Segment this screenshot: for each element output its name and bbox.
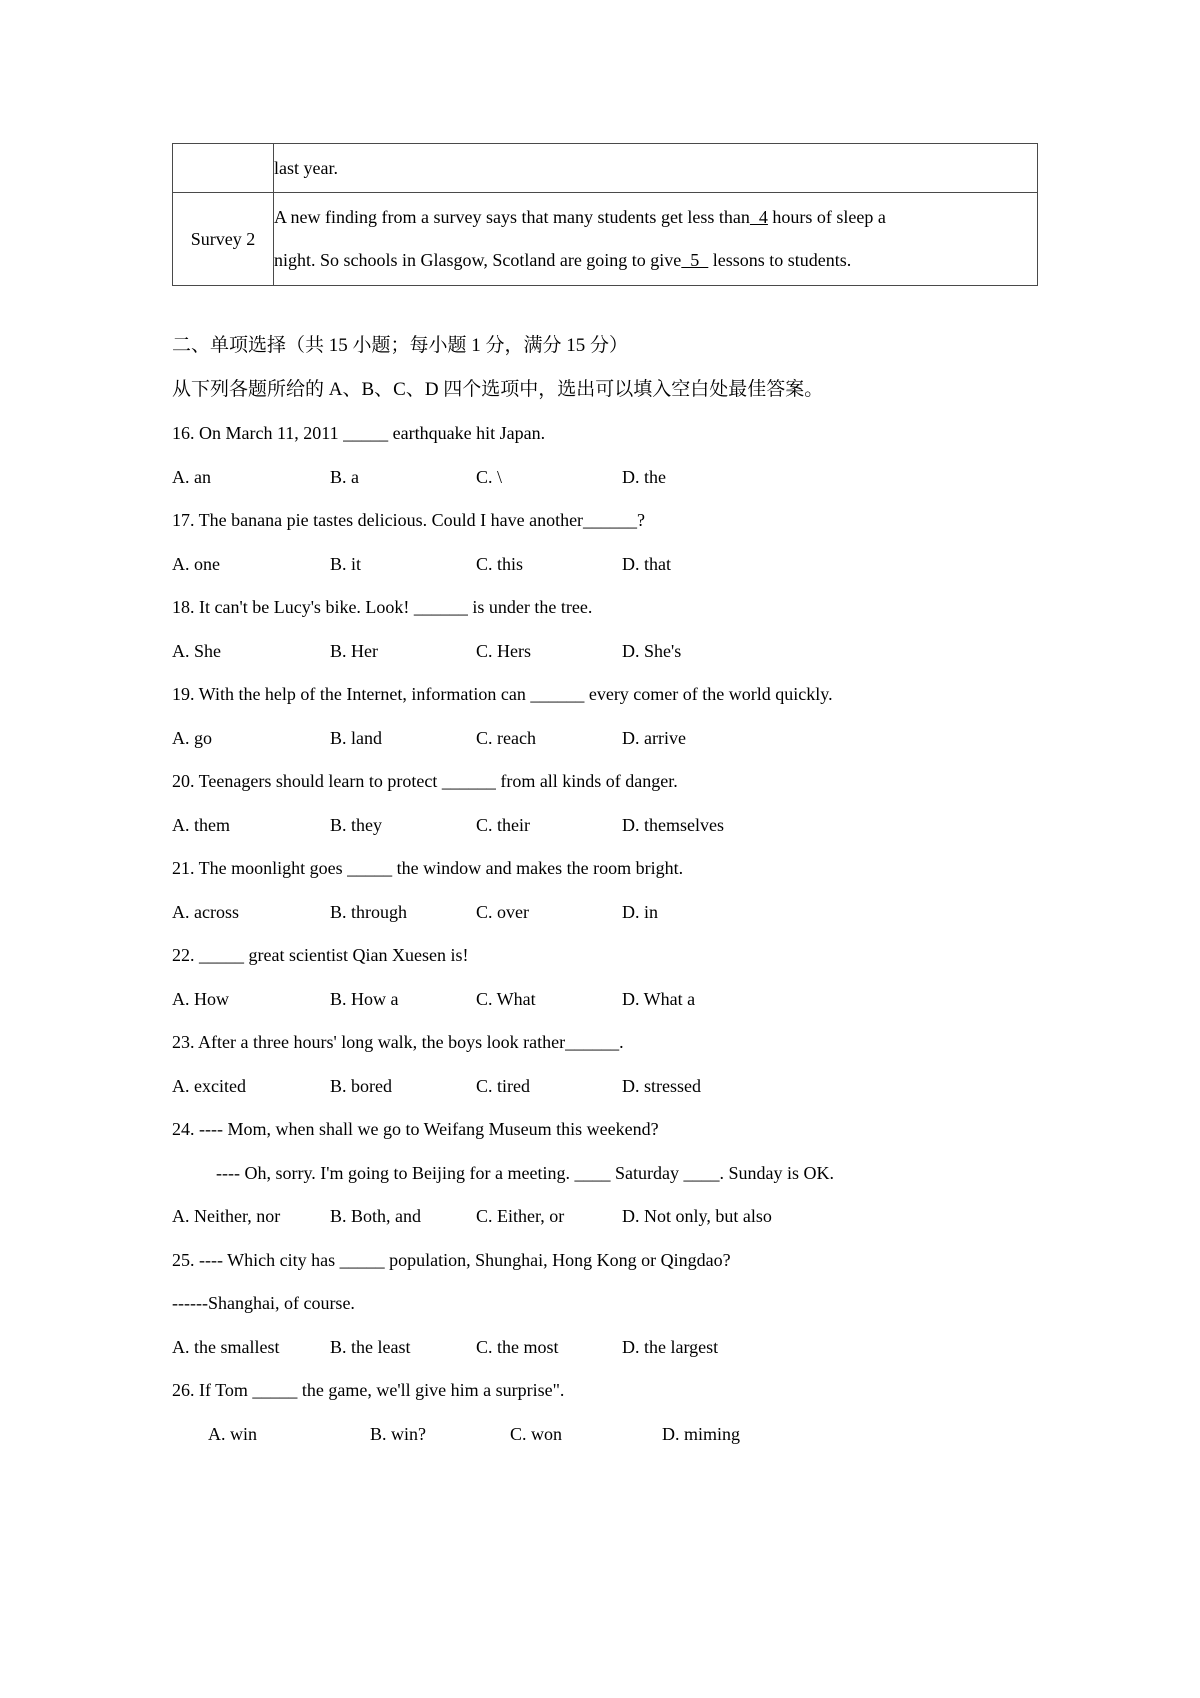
question-stem: 22. _____ great scientist Qian Xuesen is! bbox=[172, 945, 469, 965]
option-a: A. Neither, nor bbox=[172, 1206, 281, 1226]
option-a: A. across bbox=[172, 901, 239, 922]
option-a: A. an bbox=[172, 466, 211, 487]
question-options bbox=[172, 717, 1072, 761]
question-stem: 16. On March 11, 2011 _____ earthquake hit Japan. bbox=[172, 423, 546, 443]
exam-page bbox=[172, 143, 1072, 1456]
question-stem: 20. Teenagers should learn to protect ______ from all kinds of danger. bbox=[172, 771, 678, 791]
option-b: B. win? bbox=[370, 1423, 426, 1444]
question-options bbox=[172, 1195, 1072, 1239]
option-a: A. the smallest bbox=[172, 1336, 280, 1357]
question-options bbox=[172, 456, 1072, 500]
survey-2-seg: hours of sleep a bbox=[767, 207, 886, 227]
question-24 bbox=[172, 1108, 1072, 1239]
question-stem-reply: ---- Oh, sorry. I'm going to Beijing for a meeting. ____ Saturday ____. Sunday is OK. bbox=[216, 1162, 834, 1183]
option-d: D. stressed bbox=[622, 1075, 701, 1096]
survey-2-label: Survey 2 bbox=[173, 193, 274, 286]
survey-label-cell-empty bbox=[173, 144, 274, 193]
question-18 bbox=[172, 586, 1072, 673]
survey-2-seg: lessons to students. bbox=[708, 250, 852, 270]
option-c: C. their bbox=[476, 814, 530, 835]
question-options bbox=[172, 630, 1072, 674]
question-options bbox=[172, 978, 1072, 1022]
survey-continuation-cell bbox=[274, 144, 1038, 193]
option-c: C. \ bbox=[476, 466, 503, 487]
option-a: A. them bbox=[172, 814, 230, 835]
section-heading: 二、单项选择（共 15 小题；每小题 1 分，满分 15 分） bbox=[172, 335, 629, 356]
option-c: C. the most bbox=[476, 1336, 559, 1357]
survey-table bbox=[172, 143, 1038, 286]
option-b: B. land bbox=[330, 727, 382, 748]
question-options bbox=[172, 1065, 1072, 1109]
option-d: D. themselves bbox=[622, 814, 724, 835]
blank-answer-4: 4 bbox=[749, 207, 768, 227]
question-stem: 24. ---- Mom, when shall we go to Weifang Museum this weekend? bbox=[172, 1119, 659, 1139]
question-options bbox=[172, 543, 1072, 587]
option-b: B. a bbox=[330, 466, 359, 487]
option-a: A. How bbox=[172, 988, 229, 1009]
option-c: C. this bbox=[476, 553, 524, 574]
option-d: D. arrive bbox=[622, 727, 686, 748]
option-d: D. miming bbox=[662, 1423, 741, 1444]
question-26 bbox=[172, 1369, 1072, 1456]
survey-row-2 bbox=[173, 193, 1038, 286]
question-stem: 19. With the help of the Internet, information can ______ every comer of the world quickly. bbox=[172, 684, 833, 704]
question-21 bbox=[172, 847, 1072, 934]
option-a: A. excited bbox=[172, 1075, 246, 1096]
option-b: B. they bbox=[330, 814, 382, 835]
option-b: B. through bbox=[330, 901, 408, 922]
question-stem: 17. The banana pie tastes delicious. Could I have another______? bbox=[172, 510, 646, 530]
option-a: A. win bbox=[208, 1423, 257, 1444]
question-22 bbox=[172, 934, 1072, 1021]
option-a: A. She bbox=[172, 640, 221, 661]
question-20 bbox=[172, 760, 1072, 847]
option-b: B. the least bbox=[330, 1336, 411, 1357]
option-d: D. the bbox=[622, 466, 666, 487]
option-b: B. How a bbox=[330, 988, 399, 1009]
question-options bbox=[172, 1413, 1072, 1457]
option-d: D. that bbox=[622, 553, 671, 574]
question-stem-reply: ------Shanghai, of course. bbox=[172, 1293, 355, 1313]
survey-row-continuation bbox=[173, 144, 1038, 193]
option-c: C. Either, or bbox=[476, 1206, 565, 1226]
option-c: C. tired bbox=[476, 1075, 530, 1096]
question-16 bbox=[172, 412, 1072, 499]
option-d: D. the largest bbox=[622, 1336, 719, 1357]
option-a: A. go bbox=[172, 727, 212, 748]
option-c: C. Hers bbox=[476, 640, 531, 661]
option-c: C. What bbox=[476, 988, 536, 1009]
survey-2-text-cell bbox=[274, 193, 1038, 286]
question-23 bbox=[172, 1021, 1072, 1108]
option-d: D. She's bbox=[622, 640, 682, 661]
blank-answer-5: 5 bbox=[681, 250, 709, 270]
option-c: C. won bbox=[510, 1423, 563, 1444]
question-17 bbox=[172, 499, 1072, 586]
option-d: D. Not only, but also bbox=[622, 1206, 772, 1226]
question-25 bbox=[172, 1239, 1072, 1370]
option-c: C. over bbox=[476, 901, 529, 922]
question-stem: 18. It can't be Lucy's bike. Look! ______ is under the tree. bbox=[172, 597, 593, 617]
question-options bbox=[172, 804, 1072, 848]
survey-2-seg: A new finding from a survey says that many students get less than bbox=[274, 207, 750, 227]
option-c: C. reach bbox=[476, 727, 536, 748]
option-d: D. in bbox=[622, 901, 658, 922]
survey-2-seg: night. So schools in Glasgow, Scotland are going to give bbox=[274, 250, 682, 270]
question-stem: 25. ---- Which city has _____ population, Shunghai, Hong Kong or Qingdao? bbox=[172, 1249, 731, 1270]
question-stem: 26. If Tom _____ the game, we'll give him a surprise". bbox=[172, 1380, 565, 1400]
question-19 bbox=[172, 673, 1072, 760]
option-b: B. Her bbox=[330, 640, 378, 661]
option-d: D. What a bbox=[622, 988, 696, 1009]
survey-continuation-text: last year. bbox=[274, 157, 338, 178]
question-stem: 21. The moonlight goes _____ the window and makes the room bright. bbox=[172, 858, 684, 878]
option-b: B. bored bbox=[330, 1075, 392, 1096]
question-options bbox=[172, 891, 1072, 935]
option-b: B. it bbox=[330, 553, 362, 574]
question-options bbox=[172, 1326, 1072, 1370]
survey-2-line-1 bbox=[274, 196, 1037, 239]
question-stem: 23. After a three hours' long walk, the boys look rather______. bbox=[172, 1032, 624, 1052]
option-a: A. one bbox=[172, 553, 220, 574]
survey-2-line-2 bbox=[274, 239, 1037, 282]
option-b: B. Both, and bbox=[330, 1206, 422, 1226]
section-instructions: 从下列各题所给的 A、B、C、D 四个选项中，选出可以填入空白处最佳答案。 bbox=[172, 379, 824, 400]
